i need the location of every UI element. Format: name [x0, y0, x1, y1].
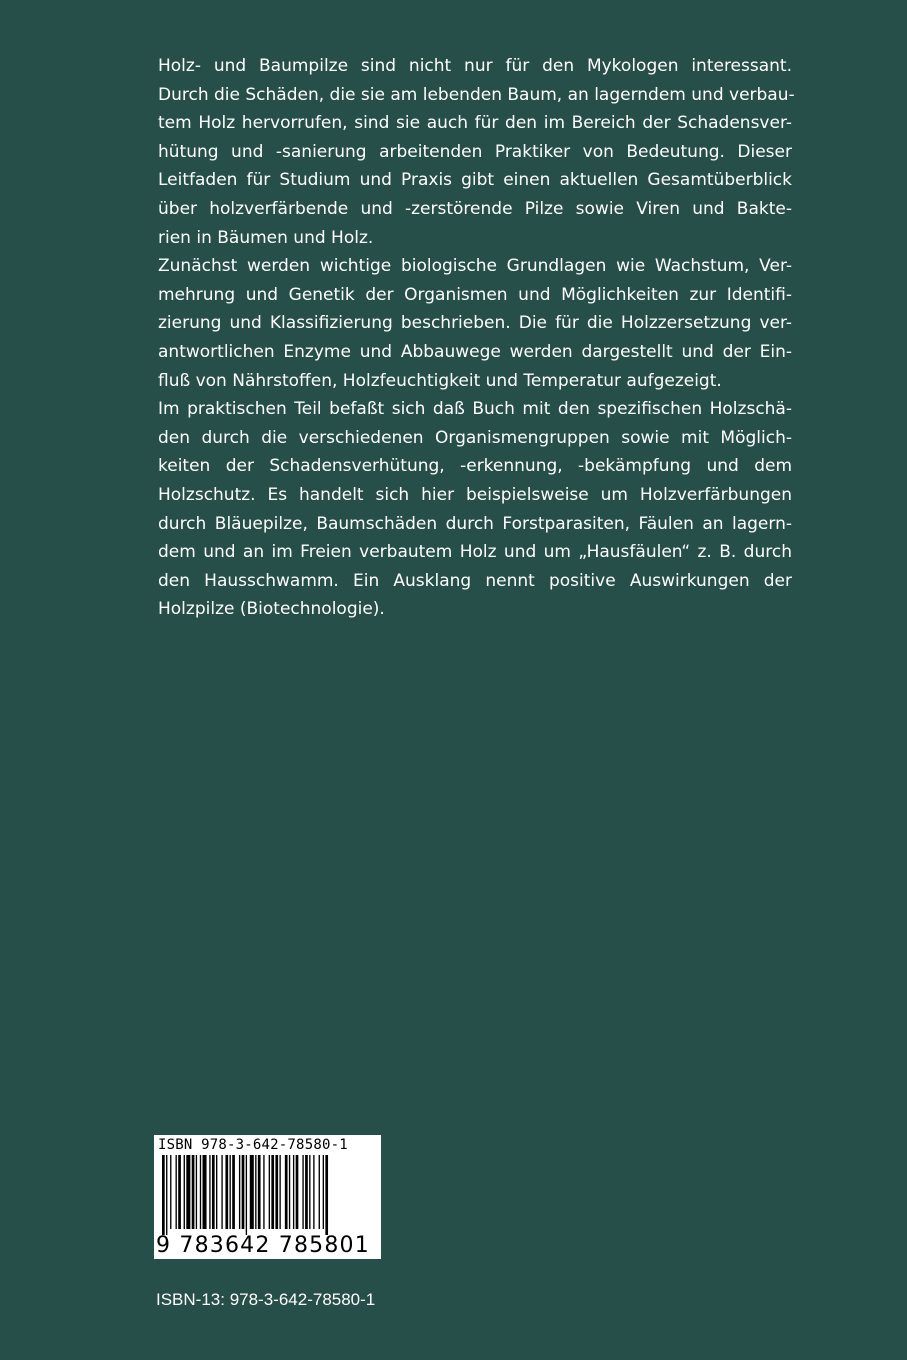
barcode-bar: [192, 1155, 195, 1229]
barcode-bar: [170, 1155, 171, 1229]
barcode-bar: [246, 1155, 247, 1235]
barcode-bar: [186, 1155, 190, 1229]
barcode-bar: [279, 1155, 280, 1229]
blurb-line: zierung und Klassifizierung beschrieben. Die für die Holzzersetzung ver-: [158, 313, 792, 334]
barcode-bar: [302, 1155, 303, 1229]
blurb-line: fluß von Nährstoffen, Holzfeuchtigkeit und Temperatur aufgezeigt.: [158, 370, 722, 391]
barcode-bar: [305, 1155, 308, 1229]
blurb-line: Im praktischen Teil befaßt sich daß Buch mit den spezifischen Holzschä-: [158, 399, 792, 420]
barcode-bar: [166, 1155, 167, 1235]
barcode-bar: [255, 1155, 256, 1229]
blurb-line: dem und an im Freien verbautem Holz und um „Hausfäulen“ z. B. durch: [158, 542, 792, 563]
blurb-line: keiten der Schadensverhütung, -erkennung, -bekämpfung und dem: [158, 456, 792, 477]
blurb-line: Holz- und Baumpilze sind nicht nur für den Mykologen interessant.: [158, 56, 792, 76]
barcode-bar: [232, 1155, 235, 1229]
barcode-bar: [239, 1155, 240, 1229]
barcode-bar: [289, 1155, 290, 1229]
blurb-line: über holzverfärbende und -zerstörende Pilze sowie Viren und Bakte-: [158, 198, 792, 219]
barcode-bar: [293, 1155, 294, 1229]
barcode-bar: [258, 1155, 261, 1229]
blurb-line: rien in Bäumen und Holz.: [158, 227, 374, 248]
barcode-bar: [178, 1155, 181, 1229]
barcode-bar: [184, 1155, 185, 1229]
barcode-bar: [296, 1155, 299, 1229]
barcode: [154, 1135, 381, 1259]
barcode-digits: 9 783642 785801: [156, 1233, 370, 1258]
barcode-bar: [275, 1155, 278, 1229]
barcode-bar: [319, 1155, 320, 1229]
barcode-bar: [176, 1155, 177, 1229]
blurb-line: Durch die Schäden, die sie am lebenden Baum, an lagerndem und verbau-: [158, 84, 795, 105]
isbn-13: ISBN-13: 978-3-642-78580-1: [156, 1290, 376, 1309]
blurb-line: durch Bläuepilze, Baumschäden durch Forstparasiten, Fäulen an lagern-: [158, 513, 792, 534]
barcode-bar: [200, 1155, 201, 1229]
barcode-bar: [242, 1155, 245, 1229]
barcode-bar: [225, 1155, 228, 1229]
barcode-bar: [325, 1155, 328, 1235]
blurb-line: Leitfaden für Studium und Praxis gibt einen aktuellen Gesamtüberblick: [158, 170, 792, 191]
barcode-bar: [263, 1155, 264, 1229]
barcode-bar: [323, 1155, 324, 1229]
barcode-bar: [230, 1155, 231, 1229]
blurb-line: antwortlichen Enzyme und Abbauwege werden dargestellt und der Ein-: [158, 341, 792, 362]
blurb-line: tem Holz hervorrufen, sind sie auch für den im Bereich der Schadensver-: [158, 113, 792, 134]
barcode-bar: [250, 1155, 254, 1229]
blurb-line: Zunächst werden wichtige biologische Grundlagen wie Wachstum, Ver-: [158, 256, 792, 277]
barcode-bar: [212, 1155, 215, 1229]
barcode-bar: [196, 1155, 197, 1229]
blurb-line: mehrung und Genetik der Organismen und Möglichkeiten zur Identifi-: [158, 284, 792, 305]
back-cover-blurb: [158, 52, 795, 624]
blurb-line: hütung und -sanierung arbeitenden Praktiker von Bedeutung. Dieser: [158, 141, 792, 162]
barcode-bar: [271, 1155, 274, 1229]
barcode-bar: [221, 1155, 222, 1229]
blurb-line: den durch die verschiedenen Organismengruppen sowie mit Möglich-: [158, 427, 792, 448]
barcode-bar: [285, 1155, 288, 1229]
barcode-bar: [269, 1155, 270, 1229]
barcode-isbn-label: ISBN 978-3-642-78580-1: [158, 1137, 348, 1153]
barcode-bar: [216, 1155, 217, 1229]
barcode-bar: [209, 1155, 210, 1229]
blurb-line: Holzpilze (Biotechnologie).: [158, 599, 385, 620]
barcode-bar: [162, 1155, 165, 1235]
barcode-bar: [309, 1155, 310, 1229]
barcode-bar: [203, 1155, 207, 1229]
blurb-line: den Hausschwamm. Ein Ausklang nennt positive Auswirkungen der: [158, 570, 792, 591]
barcode-bar: [313, 1155, 314, 1229]
blurb-line: Holzschutz. Es handelt sich hier beispielsweise um Holzverfärbungen: [158, 484, 792, 505]
barcode-bars: [154, 1155, 381, 1235]
